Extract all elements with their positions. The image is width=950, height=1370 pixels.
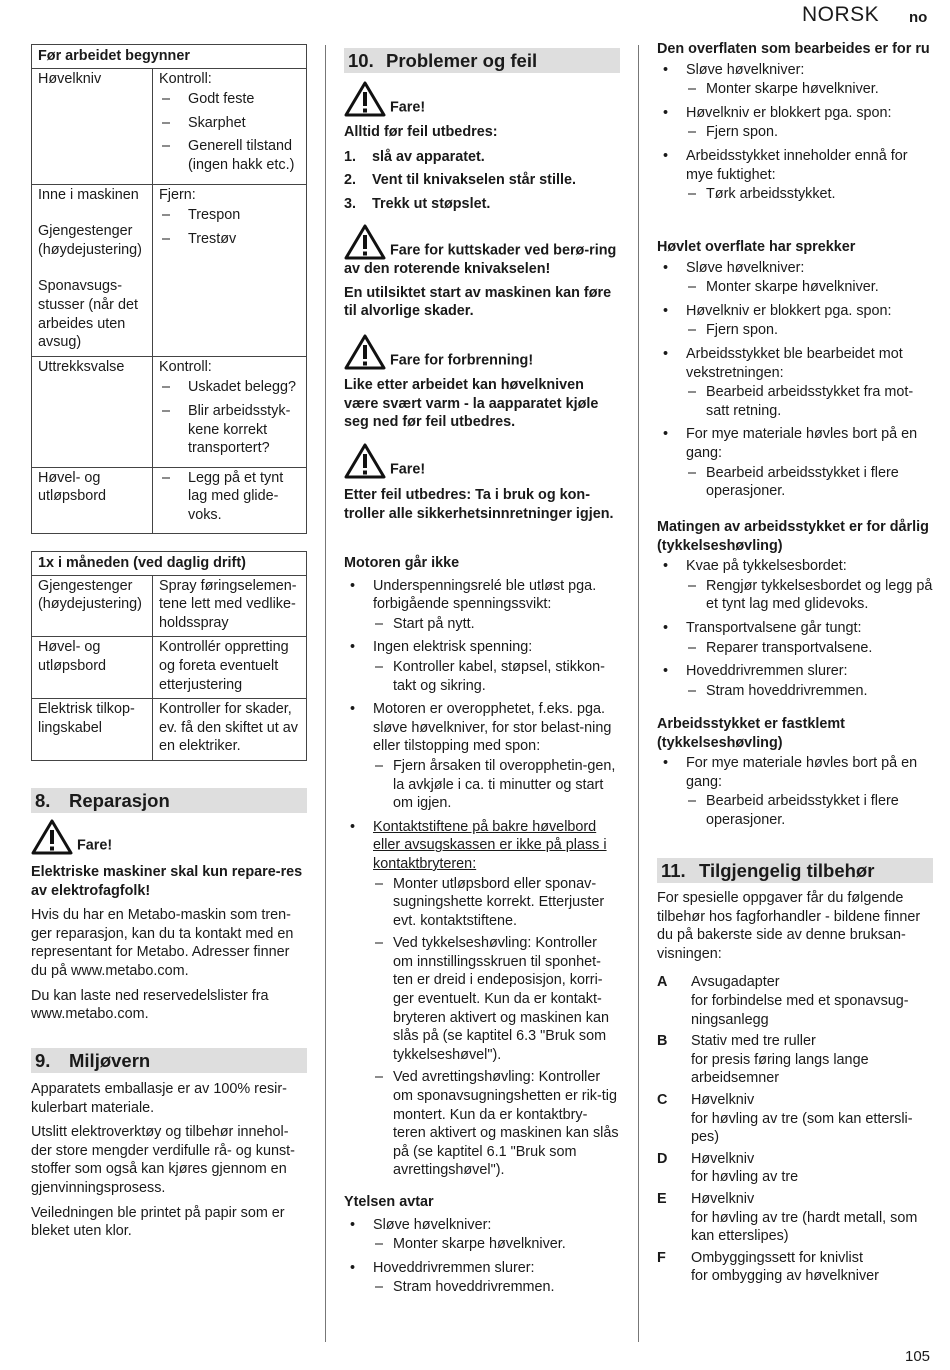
warning-text: En utilsiktet start av maskinen kan føre til alvorlige skader. — [344, 284, 612, 320]
cause-text: Sløve høvelkniver: — [686, 259, 805, 276]
cause-item — [657, 662, 933, 700]
part-name: Gjengestenger (høydejustering) — [38, 223, 142, 258]
cause-item — [657, 345, 933, 420]
remedy-item: – Bearbeid arbeidsstykket i flere operasjoner. — [686, 792, 933, 829]
cause-item — [657, 619, 933, 657]
table-row — [32, 68, 307, 184]
table-title: Før arbeidet begynner — [32, 45, 307, 69]
table-title: 1x i måneden (ved daglig drift) — [32, 552, 307, 576]
paragraph: For spesielle oppgaver får du følgende tilbehør hos fagforhandler - bildene finner du på bakerste side av denne bruksan-visningen: — [657, 890, 921, 962]
table-row — [32, 637, 307, 699]
warning-label: Fare! — [390, 461, 426, 478]
cause-item — [657, 147, 933, 204]
troubleshoot-cracks — [657, 238, 933, 506]
maintenance-action: Spray føringselemen-tene lett med vedlike-holdsspray — [153, 575, 307, 637]
cause-item — [657, 259, 933, 297]
troubleshoot-motor — [344, 554, 620, 1185]
section-number: 11. — [661, 860, 686, 881]
cause-text: Høvelkniv er blokkert pga. spon: — [686, 104, 892, 121]
remedy-item: – Stram hoveddrivremmen. — [686, 682, 933, 701]
cause-item — [344, 577, 620, 634]
accessory-desc: for høvling av tre — [691, 1169, 799, 1186]
cause-item — [657, 557, 933, 614]
check-item: – Godt feste — [159, 90, 300, 109]
table-row — [32, 184, 307, 356]
warning-text: Elektriske maskiner skal kun repare-res av elektrofagfolk! — [31, 864, 303, 899]
accessory-desc: for forbindelse med et sponavsug-ningsanlegg — [691, 992, 909, 1028]
maintenance-table-monthly — [31, 551, 307, 761]
accessory-letter: A — [657, 974, 668, 991]
remedy-item: – Tørk arbeidsstykket. — [686, 185, 933, 204]
step-number: 3. — [344, 195, 357, 212]
action-label: Kontroll: — [159, 70, 212, 87]
cause-text: Kontaktstiftene på bakre høvelbord eller avsugskassen er ikke på plass i kontaktbryteren: — [373, 818, 607, 872]
section-heading-11 — [657, 858, 933, 883]
troubleshoot-jammed — [657, 715, 933, 835]
warning-heading — [344, 224, 620, 279]
section-8-body — [31, 863, 307, 1030]
remedy-item: – Monter utløpsbord eller sponav-sugningshette korrekt. Etterjuster evt. kontaktstiftene. — [373, 875, 620, 931]
problem-heading: Matingen av arbeidsstykket er for dårlig (tykkelseshøvling) — [657, 519, 929, 554]
warning-label: Fare! — [77, 837, 113, 854]
check-item: – Legg på et tynt lag med glide-voks. — [159, 469, 300, 525]
steps-intro: Alltid før feil utbedres: — [344, 124, 498, 140]
cause-item — [344, 1216, 620, 1254]
warning-triangle-icon — [31, 819, 73, 855]
section-heading-8 — [31, 788, 307, 813]
maintenance-action: Kontrollér oppretting og foreta eventuelt etterjustering — [153, 637, 307, 699]
step-text: Vent til knivakselen står stille. — [372, 172, 576, 189]
warning-burn — [344, 334, 533, 370]
accessory-desc: for presis føring langs lange arbeidsemner — [691, 1051, 869, 1087]
cause-text: Sløve høvelkniver: — [686, 61, 805, 78]
safety-steps — [344, 123, 620, 218]
remedy-item: – Bearbeid arbeidsstykket fra mot-satt retning. — [686, 383, 933, 420]
remedy-item: – Reparer transportvalsene. — [686, 639, 933, 658]
step-text: slå av apparatet. — [372, 148, 485, 165]
part-name: Høvelkniv — [38, 70, 102, 87]
step-item — [344, 195, 620, 214]
section-number: 8. — [35, 790, 51, 811]
warning-notice — [344, 443, 425, 479]
remedy-item: – Rengjør tykkelsesbordet og legg på et tynt lag med glidevoks. — [686, 577, 933, 614]
accessory-desc: for høvling av tre (hardt metall, som kan etterslipes) — [691, 1209, 918, 1245]
column-divider-1 — [325, 45, 326, 1342]
accessory-letter: D — [657, 1150, 668, 1167]
cause-text: For mye materiale høvles bort på en gang: — [686, 755, 918, 790]
section-heading-10 — [344, 48, 620, 73]
maintenance-action: Kontroller for skader, ev. få den skiftet ut av en elektriker. — [153, 699, 307, 761]
accessory-item — [657, 1249, 933, 1286]
accessory-letter: E — [657, 1190, 667, 1207]
header-language-code: no — [909, 9, 928, 26]
accessory-name: Høvelkniv — [691, 1091, 755, 1108]
accessory-item — [657, 1091, 933, 1147]
remedy-item: – Monter skarpe høvelkniver. — [686, 80, 933, 99]
check-item: – Trestøv — [159, 230, 300, 249]
maintenance-table-before-work — [31, 44, 307, 534]
troubleshoot-feed — [657, 518, 933, 705]
part-name: Sponavsugs-stusser (når det arbeides uten avsug) — [38, 278, 138, 351]
remedy-item: – Monter skarpe høvelkniver. — [686, 278, 933, 297]
remedy-item: – Monter skarpe høvelkniver. — [373, 1235, 620, 1254]
accessory-desc: for høvling av tre (som kan ettersli-pes) — [691, 1110, 913, 1146]
cause-text: Kvae på tykkelsesbordet: — [686, 558, 847, 575]
accessory-name: Høvelkniv — [691, 1150, 755, 1167]
cause-text: For mye materiale høvles bort på en gang: — [686, 426, 918, 461]
check-item: – Skarphet — [159, 114, 300, 133]
section-title: Problemer og feil — [386, 50, 538, 71]
cause-item — [344, 818, 620, 1180]
cause-item — [657, 302, 933, 340]
warning-label: Fare for forbrenning! — [390, 352, 534, 369]
cause-item — [344, 1259, 620, 1297]
remedy-item: – Fjern spon. — [686, 321, 933, 340]
warning-text: Like etter arbeidet kan høvelkniven være svært varm - la aapparatet kjøle seg ned før feil utbedres. — [344, 377, 599, 431]
accessory-letter: F — [657, 1249, 666, 1266]
part-name: Inne i maskinen — [38, 186, 139, 203]
part-name: Uttrekksvalse — [38, 358, 125, 375]
remedy-item: – Fjern årsaken til overopphetin-gen, la avkjøle i ca. ti minutter og start om igjen. — [373, 757, 620, 813]
section-number: 9. — [35, 1050, 51, 1071]
section-title: Reparasjon — [69, 790, 170, 811]
part-name: Gjengestenger (høydejustering) — [32, 575, 153, 637]
accessory-item — [657, 1190, 933, 1246]
part-name: Elektrisk tilkop-lingskabel — [32, 699, 153, 761]
remedy-item: – Start på nytt. — [373, 615, 620, 634]
cause-item — [657, 425, 933, 500]
part-name: Høvel- og utløpsbord — [32, 637, 153, 699]
troubleshoot-performance — [344, 1193, 620, 1302]
cause-item — [344, 700, 620, 813]
problem-heading: Høvlet overflate har sprekker — [657, 239, 856, 255]
step-item — [344, 171, 620, 190]
paragraph: Hvis du har en Metabo-maskin som tren-ger reparasjon, kan du ta kontakt med en representant for Metabo. Adresser finner du på www.metabo.com. — [31, 907, 294, 979]
action-label: Fjern: — [159, 186, 196, 203]
warning-notice — [344, 81, 425, 117]
warning-label: Fare for kuttskader ved berø-ring av den roterende knivakselen! — [344, 242, 617, 277]
problem-heading: Arbeidsstykket er fastklemt (tykkelseshøvling) — [657, 716, 845, 751]
section-heading-9 — [31, 1048, 307, 1073]
step-number: 1. — [344, 148, 357, 165]
warning-triangle-icon — [344, 81, 386, 117]
cause-text: Hoveddrivremmen slurer: — [373, 1259, 535, 1276]
table-row — [32, 356, 307, 467]
check-item: – Blir arbeidsstyk-kene korrekt transportert? — [159, 402, 300, 458]
accessory-item — [657, 1150, 933, 1187]
accessory-letter: B — [657, 1033, 668, 1050]
accessory-desc: for ombygging av høvelkniver — [691, 1268, 879, 1285]
step-number: 2. — [344, 172, 357, 189]
check-item: – Trespon — [159, 206, 300, 225]
warning-cut — [344, 224, 620, 321]
accessories-section — [657, 889, 933, 1289]
remedy-item: – Stram hoveddrivremmen. — [373, 1278, 620, 1297]
cause-text: Transportvalsene går tungt: — [686, 619, 862, 636]
warning-burn-body — [344, 376, 620, 432]
section-9-body — [31, 1080, 307, 1247]
accessory-name: Avsugadapter — [691, 974, 780, 991]
warning-text: Etter feil utbedres: Ta i bruk og kon-troller alle sikkerhetsinnretninger igjen. — [344, 487, 614, 522]
warning-label: Fare! — [390, 99, 426, 116]
cause-text: Høvelkniv er blokkert pga. spon: — [686, 302, 892, 319]
remedy-item: – Kontroller kabel, støpsel, stikkon-takt og sikring. — [373, 658, 620, 695]
page-number: 105 — [905, 1348, 931, 1365]
check-item: – Generell tilstand (ingen hakk etc.) — [159, 137, 300, 174]
warning-restart-body — [344, 486, 620, 523]
problem-heading: Ytelsen avtar — [344, 1194, 434, 1210]
problem-heading: Motoren går ikke — [344, 555, 460, 571]
check-item: – Uskadet belegg? — [159, 378, 300, 397]
warning-triangle-icon — [344, 443, 386, 479]
section-title: Miljøvern — [69, 1050, 151, 1071]
cause-text: Sløve høvelkniver: — [373, 1216, 492, 1233]
accessory-letter: C — [657, 1091, 668, 1108]
cause-item — [657, 104, 933, 142]
cause-text: Underspenningsrelé ble utløst pga. forbigående spenningssvikt: — [373, 577, 597, 613]
accessory-item — [657, 973, 933, 1029]
accessory-name: Høvelkniv — [691, 1190, 755, 1207]
paragraph: Apparatets emballasje er av 100% resir-kulerbart materiale. — [31, 1081, 287, 1116]
step-item — [344, 148, 620, 167]
accessory-name: Ombyggingssett for knivlist — [691, 1249, 863, 1266]
remedy-item: – Ved avrettingshøvling: Kontroller om sponavsugningshetten er rik-tig montert. Kun da er kontaktbry-teren aktivert og maskinen kan slås på (se kaptitel 6.1 "Bruk som avrettingshøvel"). — [373, 1068, 620, 1180]
section-number: 10. — [348, 50, 374, 71]
header-language: NORSK — [802, 3, 880, 26]
accessory-name: Stativ med tre ruller — [691, 1033, 816, 1050]
remedy-item: – Fjern spon. — [686, 123, 933, 142]
table-row — [32, 467, 307, 534]
troubleshoot-rough-surface — [657, 40, 933, 209]
remedy-item: – Ved tykkelseshøvling: Kontroller om innstillingsskruen til sponhet-ten er dreid i endeposisjon, korri-ger eventuelt. Kun da er kontakt-bryteren aktivert og maskinen kan slås på (se kaptitel 6.3 "Bruk som tykkelseshøvel"). — [373, 934, 620, 1064]
cause-item — [657, 61, 933, 99]
cause-text: Motoren er overopphetet, f.eks. pga. sløve høvelkniver, for stor belast-ning eller tilstopping med spon: — [373, 701, 612, 755]
step-text: Trekk ut støpslet. — [372, 195, 491, 212]
column-divider-2 — [638, 45, 639, 1342]
cause-text: Ingen elektrisk spenning: — [373, 639, 533, 656]
warning-triangle-icon — [344, 334, 386, 370]
cause-text: Arbeidsstykket inneholder ennå for mye fuktighet: — [686, 147, 908, 183]
cause-item — [344, 638, 620, 695]
cause-text: Arbeidsstykket ble bearbeidet mot vekstretningen: — [686, 345, 903, 381]
action-label: Kontroll: — [159, 358, 212, 375]
paragraph: Veiledningen ble printet på papir som er bleket uten klor. — [31, 1204, 285, 1240]
cause-text: Hoveddrivremmen slurer: — [686, 663, 848, 680]
paragraph: Du kan laste ned reservedelslister fra www.metabo.com. — [31, 987, 269, 1023]
section-title: Tilgjengelig tilbehør — [699, 860, 875, 881]
table-row — [32, 699, 307, 761]
problem-heading: Den overflaten som bearbeides er for ru — [657, 41, 930, 57]
part-name: Høvel- og utløpsbord — [38, 469, 106, 505]
remedy-item: – Bearbeid arbeidsstykket i flere operasjoner. — [686, 464, 933, 501]
cause-item — [657, 754, 933, 829]
warning-triangle-icon — [344, 224, 386, 260]
accessory-item — [657, 1032, 933, 1088]
table-row — [32, 575, 307, 637]
warning-notice — [31, 819, 112, 855]
paragraph: Utslitt elektroverktøy og tilbehør innehol-der store mengder verdifulle rå- og kunst-stoffer som også kan kjøres gjennom en gjenvinningsprosess. — [31, 1124, 295, 1196]
